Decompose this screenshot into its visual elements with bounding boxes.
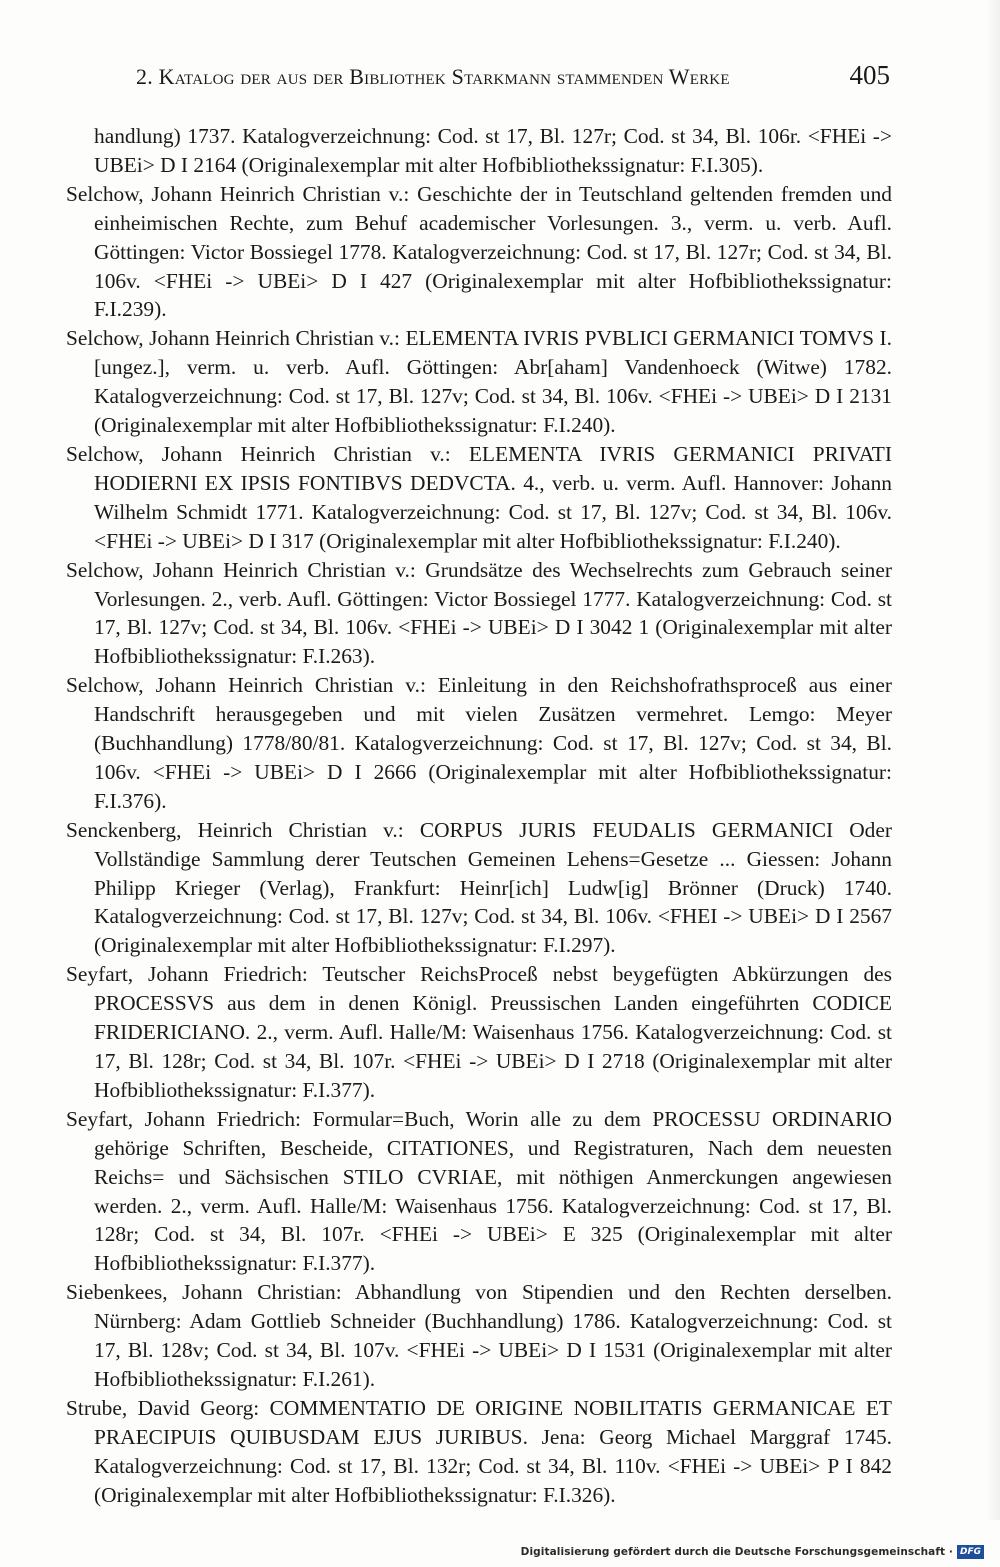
catalog-entry: Selchow, Johann Heinrich Christian v.: Einleitung in den Reichshofrathsproceß aus einer Handschrift herausgegeben und mit vielen Zusätzen vermehret. Lemgo: Meyer (Buchhandlung) 1778/80/81. Katalogverzeichnung: Cod. st 17, Bl. 127v; Cod. st 34, Bl. 106v. <FHEi -> UBEi> D I 2666 (Originalexemplar mit alter Hofbibliothekssignatur: F.I.376). [66,673,892,813]
running-head [100,62,890,96]
catalog-entry: Seyfart, Johann Friedrich: Teutscher ReichsProceß nebst beygefügten Abkürzungen des PROCESSVS aus dem in denen Königl. Preussischen Landen eingeführten CODICE FRIDERICIANO. 2., verm. Aufl. Halle/M: Waisenhaus 1756. Katalogverzeichnung: Cod. st 17, Bl. 128r; Cod. st 34, Bl. 107r. <FHEi -> UBEi> D I 2718 (Originalexemplar mit alter Hofbibliothekssignatur: F.I.377). [66,962,892,1102]
catalog-entry: Strube, David Georg: COMMENTATIO DE ORIGINE NOBILITATIS GERMANICAE ET PRAECIPUIS QUIBUSDAM EJUS JURIBUS. Jena: Georg Michael Marggraf 1745. Katalogverzeichnung: Cod. st 17, Bl. 132r; Cod. st 34, Bl. 110v. <FHEi -> UBEi> P I 842 (Originalexemplar mit alter Hofbibliothekssignatur: F.I.326). [66,1395,892,1507]
catalog-entry: handlung) 1737. Katalogverzeichnung: Cod. st 17, Bl. 127r; Cod. st 34, Bl. 106r. <FHEi -> UBEi> D I 2164 (Originalexemplar mit alter Hofbibliothekssignatur: F.I.305). [94,124,892,177]
digitization-footer [521,1543,984,1561]
catalog-entry: Seyfart, Johann Friedrich: Formular=Buch, Worin alle zu dem PROCESSU ORDINARIO gehörige Schriften, Bescheide, CITATIONES, und Registraturen, Nach dem neuesten Reichs= und Sächsischen STILO CVRIAE, mit nöthigen Anmerckungen angewiesen werden. 2., verm. Aufl. Halle/M: Waisenhaus 1756. Katalogverzeichnung: Cod. st 17, Bl. 128r; Cod. st 34, Bl. 107r. <FHEi -> UBEi> E 325 (Originalexemplar mit alter Hofbibliothekssignatur: F.I.377). [66,1106,892,1276]
catalog-entry: Selchow, Johann Heinrich Christian v.: Grundsätze des Wechselrechts zum Gebrauch seiner Vorlesungen. 2., verb. Aufl. Göttingen: Victor Bossiegel 1777. Katalogverzeichnung: Cod. st 17, Bl. 127v; Cod. st 34, Bl. 106v. <FHEi -> UBEi> D I 3042 1 (Originalexemplar mit alter Hofbibliothekssignatur: F.I.263). [66,557,892,669]
catalog-entry: Siebenkees, Johann Christian: Abhandlung von Stipendien und den Rechten derselben. Nürnberg: Adam Gottlieb Schneider (Buchhandlung) 1786. Katalogverzeichnung: Cod. st 17, Bl. 128v; Cod. st 34, Bl. 107v. <FHEi -> UBEi> D I 1531 (Originalexemplar mit alter Hofbibliothekssignatur: F.I.261). [66,1280,892,1391]
catalog-entry: Selchow, Johann Heinrich Christian v.: ELEMENTA IVRIS PVBLICI GERMANICI TOMVS I. [ungez.], verm. u. verb. Aufl. Göttingen: Abr[aham] Vandenhoeck (Witwe) 1782. Katalogverzeichnung: Cod. st 17, Bl. 127v; Cod. st 34, Bl. 106v. <FHEi -> UBEi> D I 2131 (Originalexemplar mit alter Hofbibliothekssignatur: F.I.240). [66,326,892,438]
page-edge-shadow [986,0,1000,1520]
page-number: 405 [849,60,890,90]
catalog-entry: Selchow, Johann Heinrich Christian v.: Geschichte der in Teutschland geltenden fremden und einheimischen Rechte, zum Behuf academischer Vorlesungen. 3., verm. u. verb. Aufl. Göttingen: Victor Bossiegel 1778. Katalogverzeichnung: Cod. st 17, Bl. 127r; Cod. st 34, Bl. 106v. <FHEi -> UBEi> D I 427 (Originalexemplar mit alter Hofbibliothekssignatur: F.I.239). [66,181,892,322]
catalog-entry: Senckenberg, Heinrich Christian v.: CORPUS JURIS FEUDALIS GERMANICI Oder Vollständige Sammlung derer Teutschen Gemeinen Lehens=Gesetze ... Giessen: Johann Philipp Krieger (Verlag), Frankfurt: Heinr[ich] Ludw[ig] Brönner (Druck) 1740. Katalogverzeichnung: Cod. st 17, Bl. 127v; Cod. st 34, Bl. 106v. <FHEI -> UBEi> D I 2567 (Originalexemplar mit alter Hofbibliothekssignatur: F.I.297). [66,817,892,958]
running-title: 2. Katalog der aus der Bibliothek Starkmann stammenden Werke [136,64,730,89]
dfg-logo-icon: DFG [957,1545,984,1559]
catalog-entry-list [66,122,892,1510]
catalog-entry: Selchow, Johann Heinrich Christian v.: ELEMENTA IVRIS GERMANICI PRIVATI HODIERNI EX IPSIS FONTIBVS DEDVCTA. 4., verb. u. verm. Aufl. Hannover: Johann Wilhelm Schmidt 1771. Katalogverzeichnung: Cod. st 17, Bl. 127v; Cod. st 34, Bl. 106v. <FHEi -> UBEi> D I 317 (Originalexemplar mit alter Hofbibliothekssignatur: F.I.240). [66,441,892,553]
funding-credit: Digitalisierung gefördert durch die Deutsche Forschungsgemeinschaft · [520,1546,953,1558]
